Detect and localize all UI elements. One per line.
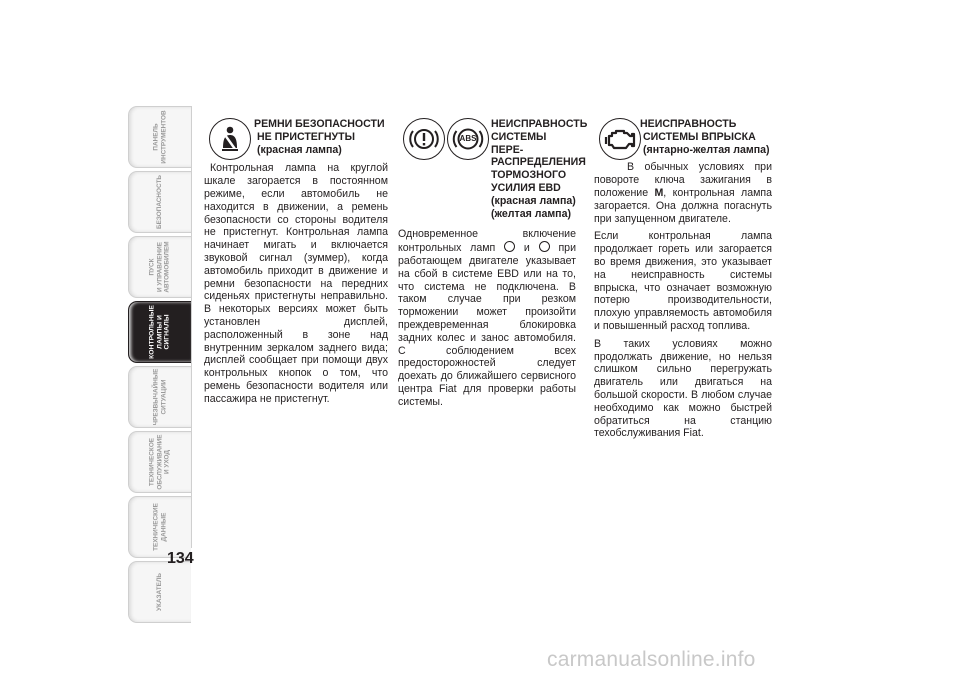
- tab-emergencies[interactable]: ЧРЕЗВЫЧАЙНЫЕ СИТУАЦИИ: [128, 366, 191, 428]
- section-seatbelt: [204, 118, 388, 411]
- ebd-body: Одновременное включение контрольных ламп и при работающем двигателе указывает на сбой в системе EBD или на то, что система не подключена. В таком случае при резком торможении может произойти преждевременная блокировка задних колес и занос автомобиля. С соблюдением всех предосторожностей следует доехать до ближайшего сервисного центра Fiat для проверки работы системы.: [398, 228, 576, 408]
- seatbelt-heading-3: (красная лампа): [257, 143, 342, 156]
- engine-icon: [599, 118, 641, 160]
- seatbelt-body: Контрольная лампа на круглой шкале загорается в постоянном режиме, если автомобиль не находится в движении, а ремень безопасности со стороны водителя не пристегнут. Контрольная лампа начинает мигать и включается звуковой сигнал (зуммер), когда автомобиль приходит в движение и ремни безопасности на передних сиденьях пристегнуты неправильно. В некоторых версиях может быть установлен дисплей, расположенный в зоне над внутренним зеркалом заднего вида; дисплей сообщает при помощи двух контрольных кнопок о том, что ремень безопасности водителя или пассажира не пристегнут.: [204, 162, 388, 405]
- tab-maintenance[interactable]: ТЕХНИЧЕСКОЕ ОБСЛУЖИВАНИЕ И УХОД: [128, 431, 191, 493]
- abs-inline-icon: [539, 241, 550, 252]
- abs-icon: [447, 118, 489, 160]
- tab-warning-lights[interactable]: КОНТРОЛЬНЫЕ ЛАМПЫ И СИГНАЛЫ: [128, 301, 191, 363]
- watermark: carmanualsonline.info: [547, 648, 756, 671]
- injection-paragraph-1: В обычных условиях при повороте ключа зажигания в положение M, контрольная лампа загорается. Она должна погаснуть при запущенном двигателе.: [594, 161, 772, 225]
- ebd-heading: НЕИСПРАВНОСТЬ СИСТЕМЫ ПЕРЕ- РАСПРЕДЕЛЕНИЯ ТОРМОЗНОГО УСИЛИЯ EBD (красная лампа) (желтая лампа): [491, 118, 588, 220]
- brake-inline-icon: [504, 241, 515, 252]
- section-injection: [594, 118, 772, 445]
- injection-heading-3: (янтарно-желтая лампа): [643, 143, 770, 156]
- tab-rail: [191, 106, 192, 548]
- brake-warning-icon: [403, 118, 445, 160]
- seatbelt-icon: [209, 118, 251, 160]
- tab-technical-data[interactable]: ТЕХНИЧЕСКИЕ ДАННЫЕ: [128, 496, 191, 558]
- page-number: 134: [167, 550, 194, 567]
- seatbelt-heading-1: РЕМНИ БЕЗОПАСНОСТИ: [254, 118, 385, 130]
- tab-safety[interactable]: БЕЗОПАСНОСТЬ: [128, 171, 191, 233]
- tab-instrument-panel[interactable]: ПАНЕЛЬ ИНСТРУМЕНТОВ: [128, 106, 191, 168]
- section-tabs: [128, 106, 191, 626]
- injection-heading-1: НЕИСПРАВНОСТЬ: [640, 118, 737, 130]
- injection-heading-2: СИСТЕМЫ ВПРЫСКА: [643, 130, 756, 143]
- tab-index[interactable]: УКАЗАТЕЛЬ: [128, 561, 191, 623]
- section-ebd: [398, 118, 588, 414]
- injection-paragraph-2: Если контрольная лампа продолжает гореть или загорается во время движения, это указывает на неисправность системы впрыска, что означает возможную потерю производительности, плохую управляемость автомобиля и повышенный расход топлива.: [594, 230, 772, 332]
- seatbelt-heading-2: НЕ ПРИСТЕГНУТЫ: [257, 130, 355, 143]
- tab-starting-driving[interactable]: ПУСК И УПРАВЛЕНИЕ АВТОМОБИЛЕМ: [128, 236, 191, 298]
- abs-icon-label: ABS: [459, 134, 477, 143]
- injection-paragraph-3: В таких условиях можно продолжать движение, но нельзя слишком сильно перегружать двигатель или двигаться на большой скорости. В любом случае необходимо как можно быстрей обратиться на станцию техобслуживания Fiat.: [594, 337, 772, 440]
